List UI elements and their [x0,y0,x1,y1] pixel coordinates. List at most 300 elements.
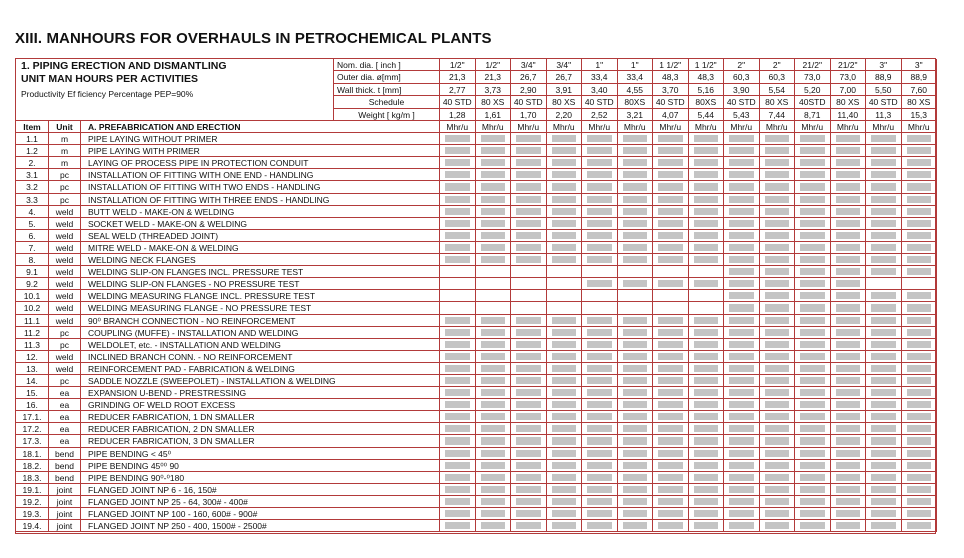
redacted-value-block [765,147,790,154]
redacted-value-block [516,474,541,481]
manhour-value-cell [582,133,617,145]
manhour-value-cell [724,206,759,218]
manhour-value-cell [795,423,830,435]
manhour-value-cell [760,508,795,520]
redacted-value-block [587,341,612,348]
manhour-value-cell [476,169,511,181]
redacted-value-block [871,135,896,142]
manhour-value-cell [760,145,795,157]
redacted-value-block [552,329,577,336]
redacted-value-block [907,244,932,251]
redacted-value-block [800,425,825,432]
pipe-size-column [795,59,831,121]
manhour-value-cell [511,399,546,411]
manhour-value-cell [724,363,759,375]
redacted-value-block [694,171,719,178]
manhour-value-cell [689,399,724,411]
redacted-value-block [907,341,932,348]
redacted-value-block [765,317,790,324]
table-row [16,508,440,520]
redacted-value-block [729,135,754,142]
manhour-value-cell [440,520,475,532]
redacted-value-block [623,401,648,408]
redacted-value-block [907,498,932,505]
redacted-value-block [516,147,541,154]
manhour-value-cell [618,423,653,435]
redacted-value-block [871,450,896,457]
redacted-value-block [552,437,577,444]
manhour-value-cell [440,435,475,447]
redacted-value-block [729,329,754,336]
manhour-value-cell [689,411,724,423]
manhour-value-cell [547,242,582,254]
pipe-size-column [476,59,512,121]
redacted-value-block [587,244,612,251]
manhour-value-cell [795,145,830,157]
redacted-value-block [587,413,612,420]
manhour-value-cell [831,399,866,411]
manhour-value-cell [618,302,653,314]
manhour-value-cell [689,520,724,532]
manhour-value-cell [653,181,688,193]
redacted-value-block [871,474,896,481]
manhour-value-cell [511,484,546,496]
redacted-value-block [587,147,612,154]
manhour-column [582,121,618,532]
mhr-unit-header: Mhr/u [653,121,688,133]
redacted-value-block [587,317,612,324]
table-row [16,315,440,327]
pipe-size-cell-od: 88,9 [902,71,937,83]
redacted-value-block [445,208,470,215]
pipe-size-cell-sch: 80 XS [902,96,937,108]
redacted-value-block [871,256,896,263]
pipe-size-cell-sch: 40 STD [582,96,617,108]
redacted-value-block [800,292,825,299]
manhour-value-cell [653,399,688,411]
redacted-value-block [765,462,790,469]
redacted-value-block [800,268,825,275]
manhour-value-cell [902,218,937,230]
manhour-value-cell [724,242,759,254]
pipe-size-cell-wt: 4,55 [618,84,653,96]
pipe-size-cell-w: 7,44 [760,109,795,121]
manhour-value-cell [689,206,724,218]
redacted-value-block [729,437,754,444]
pipe-size-cell-sch: 80XS [618,96,653,108]
redacted-value-block [587,389,612,396]
manhour-value-cell [582,460,617,472]
manhour-value-cell [724,290,759,302]
redacted-value-block [836,329,861,336]
manhour-value-cell [902,508,937,520]
activity-table [16,121,440,532]
manhour-value-cell [440,472,475,484]
manhour-value-cell [582,339,617,351]
pipe-size-cell-od: 26,7 [547,71,582,83]
activity-cell: SEAL WELD (THREADED JOINT) [81,230,440,241]
redacted-value-block [765,389,790,396]
redacted-value-block [445,510,470,517]
redacted-value-block [765,377,790,384]
manhour-value-cell [724,448,759,460]
manhour-value-cell [866,375,901,387]
redacted-value-block [694,159,719,166]
redacted-value-block [623,280,648,287]
manhour-value-cell [831,387,866,399]
parameter-labels [334,59,440,121]
manhour-value-cell [866,194,901,206]
manhour-value-cell [440,218,475,230]
activity-cell: WELDING MEASURING FLANGE - NO PRESSURE TEST [81,302,440,313]
redacted-value-block [481,171,506,178]
manhour-value-cell [689,496,724,508]
redacted-value-block [836,389,861,396]
unit-cell: weld [49,230,81,241]
manhour-value-cell [618,145,653,157]
redacted-value-block [836,474,861,481]
redacted-value-block [907,147,932,154]
redacted-value-block [729,425,754,432]
manhour-value-cell [866,387,901,399]
manhour-value-cell [547,363,582,375]
redacted-value-block [552,147,577,154]
manhour-value-cell [618,266,653,278]
manhour-value-cell [547,290,582,302]
manhour-value-cell [582,218,617,230]
pipe-size-cell-od: 60,3 [724,71,759,83]
redacted-value-block [658,135,683,142]
manhour-value-cell [582,508,617,520]
manhour-value-cell [902,315,937,327]
manhour-value-cell [653,242,688,254]
manhour-value-cell [511,351,546,363]
manhour-value-cell [653,133,688,145]
manhour-value-cell [547,315,582,327]
manhour-value-cell [866,278,901,290]
manhour-value-cell [653,351,688,363]
manhour-value-cell [582,520,617,532]
pipe-size-cell-wt: 2,90 [511,84,546,96]
item-cell: 19.2. [16,496,49,507]
manhour-value-cell [724,496,759,508]
redacted-value-block [623,365,648,372]
manhour-value-cell [547,302,582,314]
pipe-size-cell-nom: 3/4" [511,59,546,71]
manhour-value-cell [653,472,688,484]
redacted-value-block [836,147,861,154]
redacted-value-block [658,341,683,348]
manhour-value-cell [795,133,830,145]
manhour-value-cell [795,302,830,314]
table-row [16,520,440,532]
manhour-value-cell [547,230,582,242]
redacted-value-block [694,425,719,432]
item-cell: 13. [16,363,49,374]
redacted-value-block [623,353,648,360]
manhour-value-cell [618,218,653,230]
unit-cell: m [49,157,81,168]
redacted-value-block [623,220,648,227]
redacted-value-block [445,474,470,481]
redacted-value-block [552,510,577,517]
pipe-size-cell-wt: 7,60 [902,84,937,96]
redacted-value-block [481,462,506,469]
redacted-value-block [516,498,541,505]
activity-cell: REDUCER FABRICATION, 2 DN SMALLER [81,423,440,434]
manhour-value-cell [547,133,582,145]
manhour-value-cell [653,411,688,423]
unit-cell: weld [49,254,81,265]
manhour-value-cell [724,472,759,484]
item-cell: 5. [16,218,49,229]
redacted-value-block [907,232,932,239]
table-row [16,157,440,169]
redacted-value-block [481,353,506,360]
table-row [16,230,440,242]
redacted-value-block [836,304,861,311]
manhour-value-cell [866,351,901,363]
manhour-value-cell [511,423,546,435]
redacted-value-block [516,401,541,408]
redacted-value-block [871,147,896,154]
manhour-value-cell [582,266,617,278]
redacted-value-block [516,450,541,457]
manhour-value-cell [866,206,901,218]
manhour-value-cell [618,411,653,423]
manhour-value-cell [866,230,901,242]
manhour-value-cell [440,460,475,472]
redacted-value-block [694,353,719,360]
manhour-column [689,121,725,532]
manhour-value-cell [618,194,653,206]
redacted-value-block [729,292,754,299]
redacted-value-block [516,208,541,215]
pipe-size-cell-od: 60,3 [760,71,795,83]
pipe-size-cell-w: 2,52 [582,109,617,121]
redacted-value-block [800,413,825,420]
item-cell: 17.1. [16,411,49,422]
redacted-value-block [623,377,648,384]
item-cell: 2. [16,157,49,168]
manhour-value-cell [511,435,546,447]
manhour-value-cell [440,387,475,399]
redacted-value-block [765,522,790,529]
manhour-value-cell [582,448,617,460]
pipe-size-cell-sch: 80 XS [547,96,582,108]
manhour-value-cell [582,315,617,327]
manhour-value-cell [902,206,937,218]
redacted-value-block [587,510,612,517]
manhour-value-cell [511,363,546,375]
unit-cell: m [49,133,81,144]
redacted-value-block [800,522,825,529]
activity-cell: PIPE BENDING 90⁰-⁰180 [81,472,440,483]
activity-cell: 90⁰ BRANCH CONNECTION - NO REINFORCEMENT [81,315,440,326]
unit-cell: Unit [49,121,81,132]
manhour-value-cell [866,423,901,435]
redacted-value-block [623,341,648,348]
redacted-value-block [800,353,825,360]
redacted-value-block [552,244,577,251]
manhour-value-cell [902,399,937,411]
manhour-column [866,121,902,532]
redacted-value-block [516,413,541,420]
redacted-value-block [871,377,896,384]
redacted-value-block [516,171,541,178]
pipe-size-cell-od: 73,0 [795,71,830,83]
redacted-value-block [729,220,754,227]
manhour-value-cell [440,266,475,278]
redacted-value-block [800,147,825,154]
manhour-value-cell [795,520,830,532]
manhour-value-cell [866,496,901,508]
redacted-value-block [765,208,790,215]
manhour-value-cell [511,508,546,520]
pipe-size-cell-nom: 21/2" [831,59,866,71]
manhour-value-cell [476,145,511,157]
section-header [16,59,334,121]
redacted-value-block [836,268,861,275]
manhour-value-cell [760,399,795,411]
redacted-value-block [587,425,612,432]
manhour-value-cell [902,411,937,423]
table-row [16,169,440,181]
activity-cell: WELDING NECK FLANGES [81,254,440,265]
redacted-value-block [871,232,896,239]
redacted-value-block [445,450,470,457]
redacted-value-block [836,510,861,517]
manhour-value-cell [724,327,759,339]
redacted-value-block [552,522,577,529]
unit-cell: weld [49,278,81,289]
table-row [16,448,440,460]
redacted-value-block [694,256,719,263]
redacted-value-block [765,425,790,432]
item-cell: 3.2 [16,181,49,192]
manhour-value-cell [689,423,724,435]
manhour-value-cell [476,181,511,193]
activity-cell: INCLINED BRANCH CONN. - NO REINFORCEMENT [81,351,440,362]
manhour-value-cell [866,411,901,423]
manhour-value-cell [476,363,511,375]
manhour-value-cell [902,460,937,472]
manhour-value-cell [902,230,937,242]
manhour-value-cell [582,230,617,242]
redacted-value-block [587,159,612,166]
manhour-value-cell [724,133,759,145]
manhour-value-cell [618,375,653,387]
activity-cell: FLANGED JOINT NP 250 - 400, 1500# - 2500# [81,520,440,531]
table-row [16,278,440,290]
table-row [16,411,440,423]
manhour-value-cell [582,206,617,218]
pipe-size-cell-w: 2,20 [547,109,582,121]
redacted-value-block [445,522,470,529]
pipe-size-cell-w: 8,71 [795,109,830,121]
manhour-value-cell [476,290,511,302]
activity-cell: SADDLE NOZZLE (SWEEPOLET) - INSTALLATION & WELDING [81,375,440,386]
activity-cell: A. PREFABRICATION AND ERECTION [81,121,440,132]
redacted-value-block [658,365,683,372]
item-cell: 4. [16,206,49,217]
item-cell: 18.3. [16,472,49,483]
redacted-value-block [481,232,506,239]
manhour-value-cell [582,351,617,363]
manhour-value-cell [866,508,901,520]
redacted-value-block [552,183,577,190]
manhour-value-cell [831,206,866,218]
item-cell: 19.4. [16,520,49,531]
table-row [16,375,440,387]
redacted-value-block [836,135,861,142]
manhour-value-cell [724,181,759,193]
manhour-value-cell [582,181,617,193]
redacted-value-block [587,522,612,529]
manhour-value-cell [618,472,653,484]
redacted-value-block [623,135,648,142]
section-title-line2: UNIT MAN HOURS PER ACTIVITIES [21,73,198,85]
manhour-value-cell [795,339,830,351]
manhour-value-cell [689,375,724,387]
unit-cell: joint [49,520,81,531]
manhour-value-cell [902,423,937,435]
manhour-value-cell [760,206,795,218]
manhour-value-cell [582,363,617,375]
manhour-value-cell [902,266,937,278]
table-row [16,423,440,435]
redacted-value-block [481,135,506,142]
manhour-value-cell [476,194,511,206]
redacted-value-block [587,474,612,481]
pipe-size-cell-w: 5,43 [724,109,759,121]
manhour-value-cell [689,181,724,193]
manhour-value-cell [653,435,688,447]
manhour-value-cell [511,133,546,145]
unit-cell: pc [49,194,81,205]
redacted-value-block [907,401,932,408]
manhour-value-cell [902,472,937,484]
manhour-value-cell [547,508,582,520]
manhour-value-cell [866,339,901,351]
manhour-value-cell [689,472,724,484]
redacted-value-block [907,329,932,336]
redacted-value-block [871,292,896,299]
manhour-value-cell [618,351,653,363]
redacted-value-block [871,498,896,505]
manhour-value-cell [547,448,582,460]
item-cell: 18.1. [16,448,49,459]
manhour-value-cell [689,508,724,520]
manhour-value-cell [547,423,582,435]
redacted-value-block [836,232,861,239]
manhour-value-cell [866,242,901,254]
redacted-value-block [871,413,896,420]
redacted-value-block [871,244,896,251]
manhour-value-cell [724,411,759,423]
manhour-value-cell [476,460,511,472]
manhour-value-cell [902,520,937,532]
redacted-value-block [445,232,470,239]
manhour-value-cell [476,351,511,363]
redacted-value-block [907,462,932,469]
table-row [16,339,440,351]
unit-cell: joint [49,508,81,519]
manhour-value-cell [582,423,617,435]
redacted-value-block [445,353,470,360]
redacted-value-block [694,377,719,384]
redacted-value-block [481,365,506,372]
